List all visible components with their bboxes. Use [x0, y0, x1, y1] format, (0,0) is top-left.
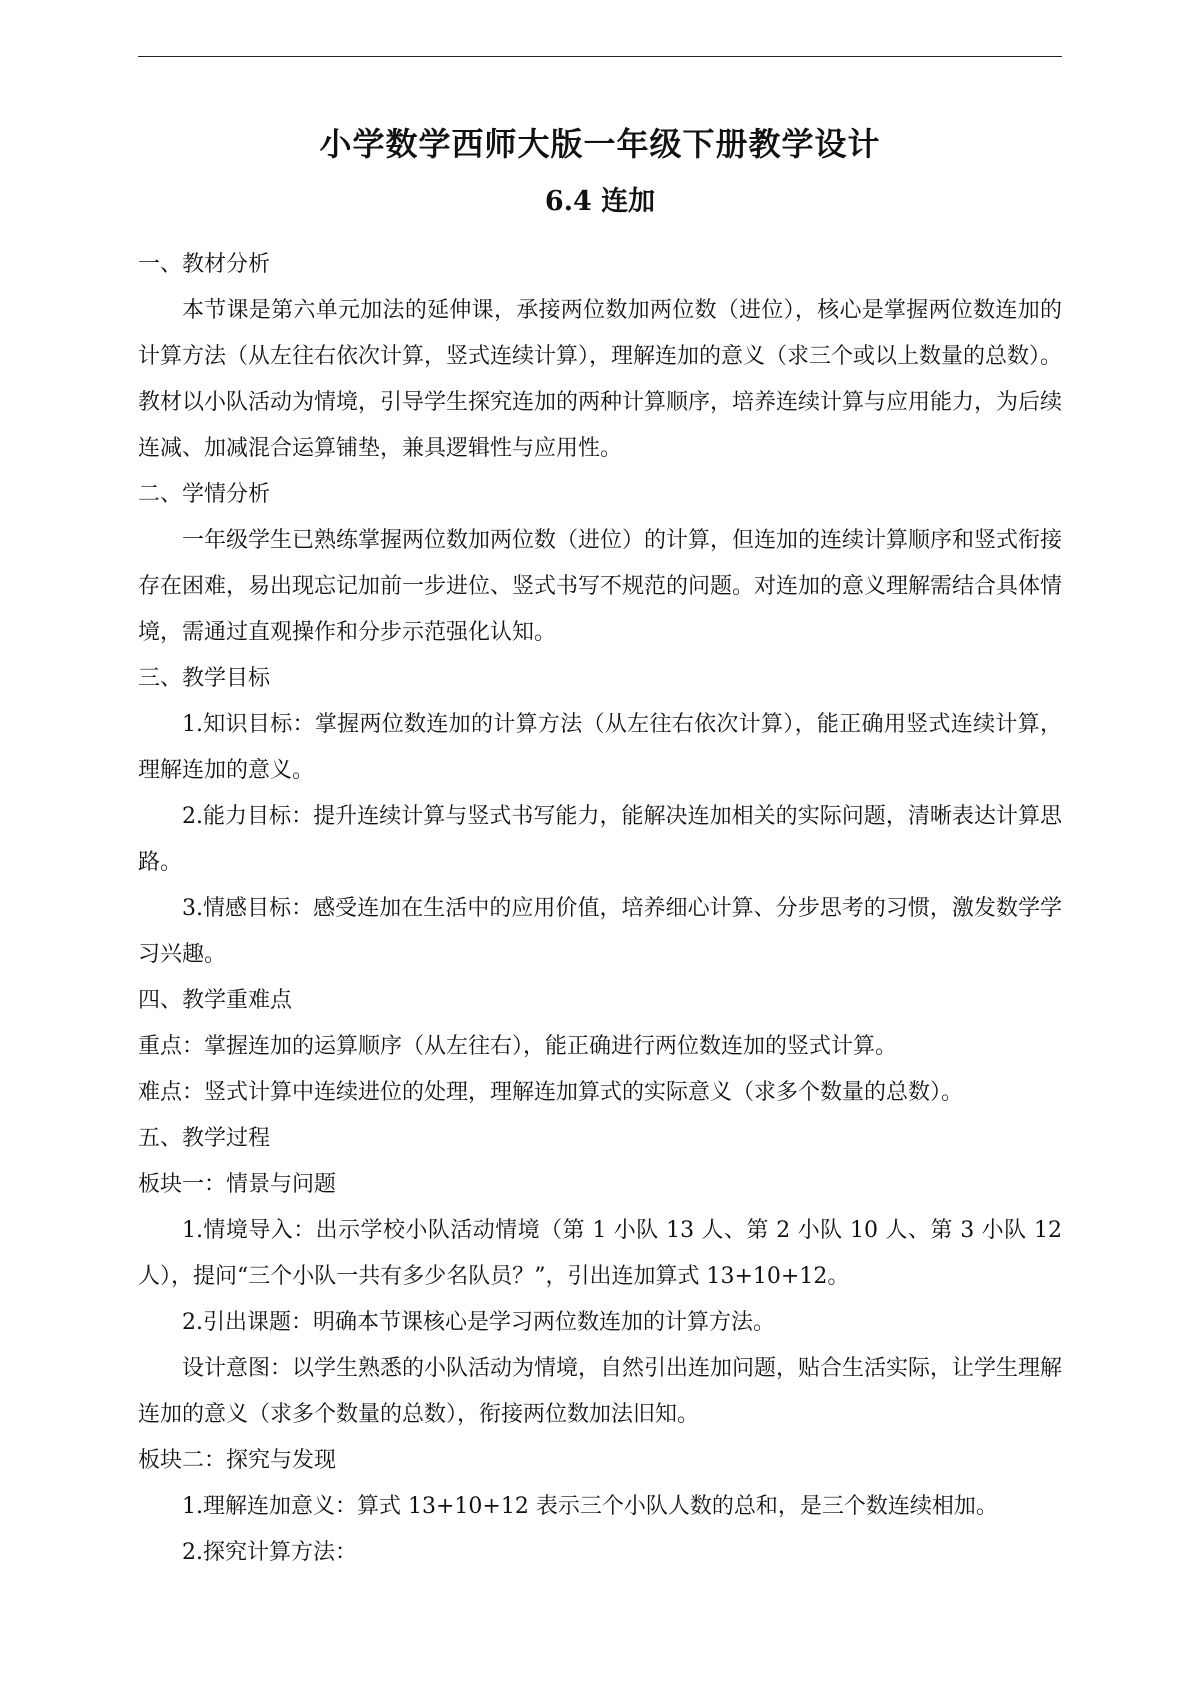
block-heading-explore: 板块二：探究与发现 — [138, 1448, 337, 1473]
goal-emotion: 3.情感目标：感受连加在生活中的应用价值，培养细心计算、分步思考的习惯，激发数学学习兴趣。 — [138, 896, 1062, 967]
section-heading-textbook-analysis: 一、教材分析 — [138, 252, 271, 277]
goal-ability: 2.能力目标：提升连续计算与竖式书写能力，能解决连加相关的实际问题，清晰表达计算思路。 — [138, 804, 1062, 875]
document-body — [138, 242, 1062, 1576]
section-heading-teaching-process: 五、教学过程 — [138, 1126, 271, 1151]
situation-item-1: 1.情境导入：出示学校小队活动情境（第 1 小队 13 人、第 2 小队 10 人、第 3 小队 12 人），提问“三个小队一共有多少名队员？”，引出连加算式 13+10+12。 — [138, 1218, 1062, 1289]
section-heading-key-points: 四、教学重难点 — [138, 988, 293, 1013]
situation-item-2: 2.引出课题：明确本节课核心是学习两位数连加的计算方法。 — [182, 1310, 775, 1335]
key-point: 重点：掌握连加的运算顺序（从左往右），能正确进行两位数连加的竖式计算。 — [138, 1034, 898, 1059]
document-title: 小学数学西师大版一年级下册教学设计 — [319, 125, 881, 163]
paragraph-textbook-analysis: 本节课是第六单元加法的延伸课，承接两位数加两位数（进位），核心是掌握两位数连加的计算方法（从左往右依次计算，竖式连续计算），理解连加的意义（求三个或以上数量的总数）。教材以小队活动为情境，引导学生探究连加的两种计算顺序，培养连续计算与应用能力，为后续连减、加减混合运算铺垫，兼具逻辑性与应用性。 — [138, 298, 1063, 461]
goal-knowledge: 1.知识目标：掌握两位数连加的计算方法（从左往右依次计算），能正确用竖式连续计算，理解连加的意义。 — [138, 712, 1062, 783]
explore-item-2: 2.探究计算方法： — [182, 1540, 357, 1565]
explore-item-1: 1.理解连加意义：算式 13+10+12 表示三个小队人数的总和，是三个数连续相加。 — [182, 1494, 998, 1519]
section-heading-teaching-goals: 三、教学目标 — [138, 666, 271, 691]
lesson-subtitle: 6.4 连加 — [544, 186, 656, 217]
document-page — [138, 114, 1062, 1576]
situation-design-intent: 设计意图：以学生熟悉的小队活动为情境，自然引出连加问题，贴合生活实际，让学生理解连加的意义（求多个数量的总数），衔接两位数加法旧知。 — [138, 1356, 1063, 1427]
section-heading-student-analysis: 二、学情分析 — [138, 482, 271, 507]
difficult-point: 难点：竖式计算中连续进位的处理，理解连加算式的实际意义（求多个数量的总数）。 — [138, 1080, 964, 1105]
paragraph-student-analysis: 一年级学生已熟练掌握两位数加两位数（进位）的计算，但连加的连续计算顺序和竖式衔接存在困难，易出现忘记加前一步进位、竖式书写不规范的问题。对连加的意义理解需结合具体情境，需通过直观操作和分步示范强化认知。 — [138, 528, 1063, 645]
header-rule — [138, 56, 1062, 57]
block-heading-situation: 板块一：情景与问题 — [138, 1172, 337, 1197]
